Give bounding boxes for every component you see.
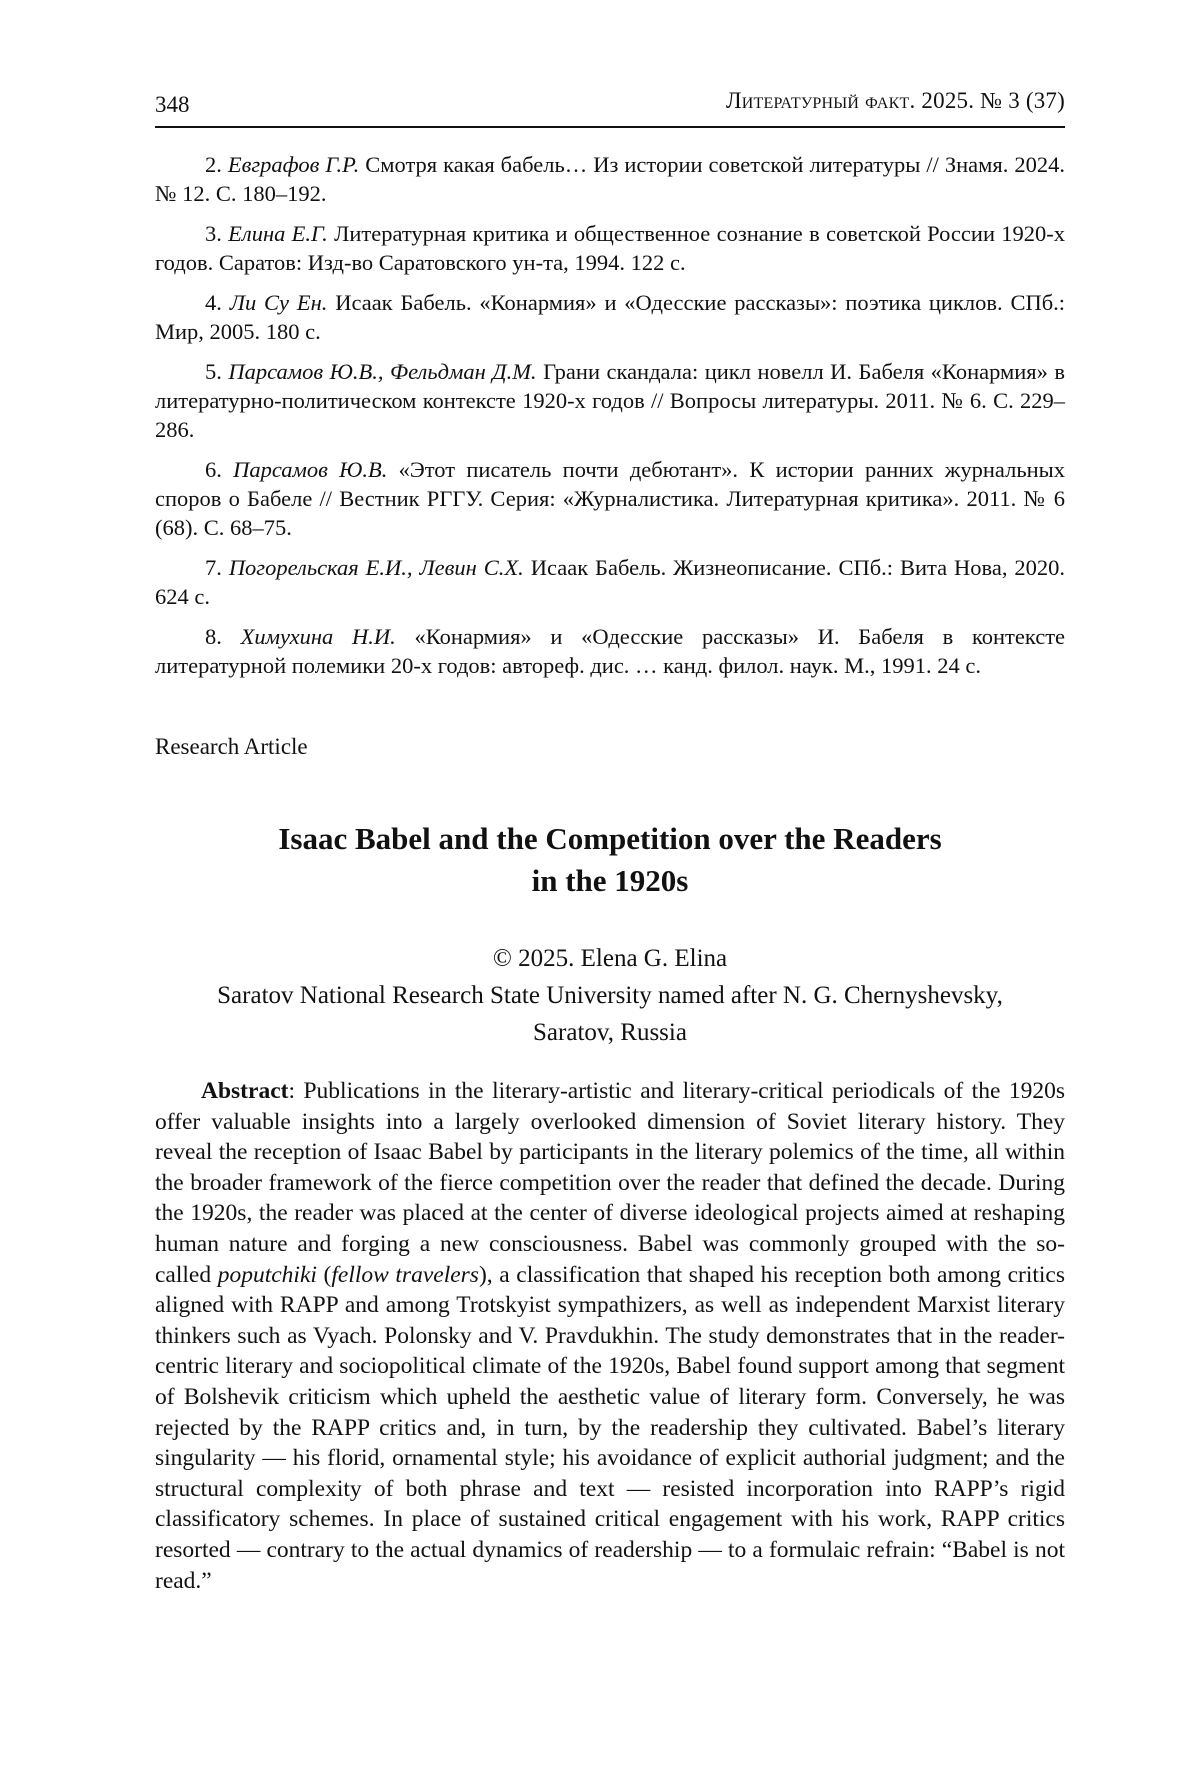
reference-item: 2. Евграфов Г.Р. Смотря какая бабель… Из истории советской литературы // Знамя. 2024. № 12. С. 180–192. [155,152,1065,206]
reference-text: Смотря какая бабель… Из истории советской литературы // Знамя. 2024. № 12. С. 180–192. [155,152,1065,206]
reference-item: 6. Парсамов Ю.В. «Этот писатель почти дебютант». К истории ранних журнальных споров о Бабеле // Вестник РГГУ. Серия: «Журналистика. Литературная критика». 2011. № 6 (68). С. 68–75. [155,457,1066,540]
byline [155,940,1065,1051]
article-title-line: Isaac Babel and the Competition over the Readers [278,821,942,856]
article-title-line: in the 1920s [531,863,689,898]
term-gloss: fellow travelers [331,1261,479,1288]
reference-item: 8. Химухина Н.И. «Конармия» и «Одесские рассказы» И. Бабеля в контексте литературной полемики 20-х годов: автореф. дис. … канд. филол. наук. М., 1991. 24 с. [155,624,1066,678]
author-name: © 2025. Elena G. Elina [492,945,728,972]
reference-text: «Этот писатель почти дебютант». К истории ранних журнальных споров о Бабеле // Вестник РГГУ. Серия: «Журналистика. Литературная критика». 2011. № 6 (68). С. 68–75. [155,457,1066,540]
running-header [155,86,1065,128]
reference-authors: Ли Су Ен. [229,290,328,315]
reference-item: 7. Погорельская Е.И., Левин С.Х. Исаак Бабель. Жизнеописание. СПб.: Вита Нова, 2020. 624 с. [155,555,1066,609]
journal-title: Литературный факт. 2025. № 3 (37) [725,88,1065,113]
reference-item: 3. Елина Е.Г. Литературная критика и общественное сознание в советской России 1920-х годов. Саратов: Изд-во Саратовского ун-та, 1994. 122 с. [155,221,1066,275]
page-number: 348 [155,92,190,117]
affiliation-line: Saratov, Russia [533,1019,687,1046]
reference-authors: Парсамов Ю.В. [233,457,388,482]
reference-text: «Конармия» и «Одесские рассказы» И. Бабеля в контексте литературной полемики 20-х годов: автореф. дис. … канд. филол. наук. М., 1991. 24 с. [155,624,1066,678]
reference-text: Исаак Бабель. Жизнеописание. СПб.: Вита Нова, 2020. 624 с. [155,555,1066,609]
reference-item: 5. Парсамов Ю.В., Фельдман Д.М. Грани скандала: цикл новелл И. Бабеля «Конармия» в литературно-политическом контексте 1920-х годов // Вопросы литературы. 2011. № 6. С. 229–286. [155,359,1066,442]
reference-authors: Химухина Н.И. [240,624,396,649]
reference-authors: Парсамов Ю.В., Фельдман Д.М. [228,359,537,384]
article-type: Research Article [155,734,308,759]
reference-authors: Погорельская Е.И., Левин С.Х. [228,555,524,580]
reference-authors: Евграфов Г.Р. [227,152,360,177]
reference-text: Грани скандала: цикл новелл И. Бабеля «Конармия» в литературно-политическом контексте 1920-х годов // Вопросы литературы. 2011. № 6. С. 229–286. [155,359,1066,442]
article-title [155,818,1065,902]
term-poputchiki: poputchiki [217,1261,317,1288]
reference-text: Литературная критика и общественное сознание в советской России 1920-х годов. Саратов: Изд-во Саратовского ун-та, 1994. 122 с. [155,221,1066,275]
abstract-label: Abstract [201,1078,289,1104]
reference-item: 4. Ли Су Ен. Исаак Бабель. «Конармия» и «Одесские рассказы»: поэтика циклов. СПб.: Мир, 2005. 180 с. [155,290,1066,344]
abstract: Abstract: Publications in the literary-artistic and literary-critical periodicals of the 1920s offer valuable insights into a largely overlooked dimension of Soviet literary history. They reveal the reception of Isaac Babel by participants in the literary polemics of the time, all within the broader framework of the fierce competition over the reader that defined the decade. During the 1920s, the reader was placed at the center of diverse ideological projects aimed at reshaping human nature and forging a new consciousness. Babel was commonly grouped with the so-called poputchiki (fellow travelers), a classification that shaped his reception both among critics aligned with RAPP and among Trotskyist sympathizers, as well as independent Marxist literary thinkers such as Vyach. Polonsky and V. Pravdukhin. The study demonstrates that in the reader-centric literary and sociopolitical climate of the 1920s, Babel found support among that segment of Bolshevik criticism which upheld the aesthetic value of literary form. Conversely, he was rejected by the RAPP critics and, in turn, by the readership they cultivated. Babel’s literary singularity — his florid, ornamental style; his avoidance of explicit authorial judgment; and the structural complexity of both phrase and text — resisted incorporation into RAPP’s rigid classificatory schemes. In place of sustained critical engagement with his work, RAPP critics resorted — contrary to the actual dynamics of readership — to a formulaic refrain: “Babel is not read.” [155,1078,1066,1594]
reference-list [155,150,1065,691]
reference-text: Исаак Бабель. «Конармия» и «Одесские рассказы»: поэтика циклов. СПб.: Мир, 2005. 180 с. [155,290,1066,344]
affiliation-line: Saratov National Research State University named after N. G. Chernyshevsky, [217,982,1003,1009]
reference-authors: Елина Е.Г. [228,221,328,246]
